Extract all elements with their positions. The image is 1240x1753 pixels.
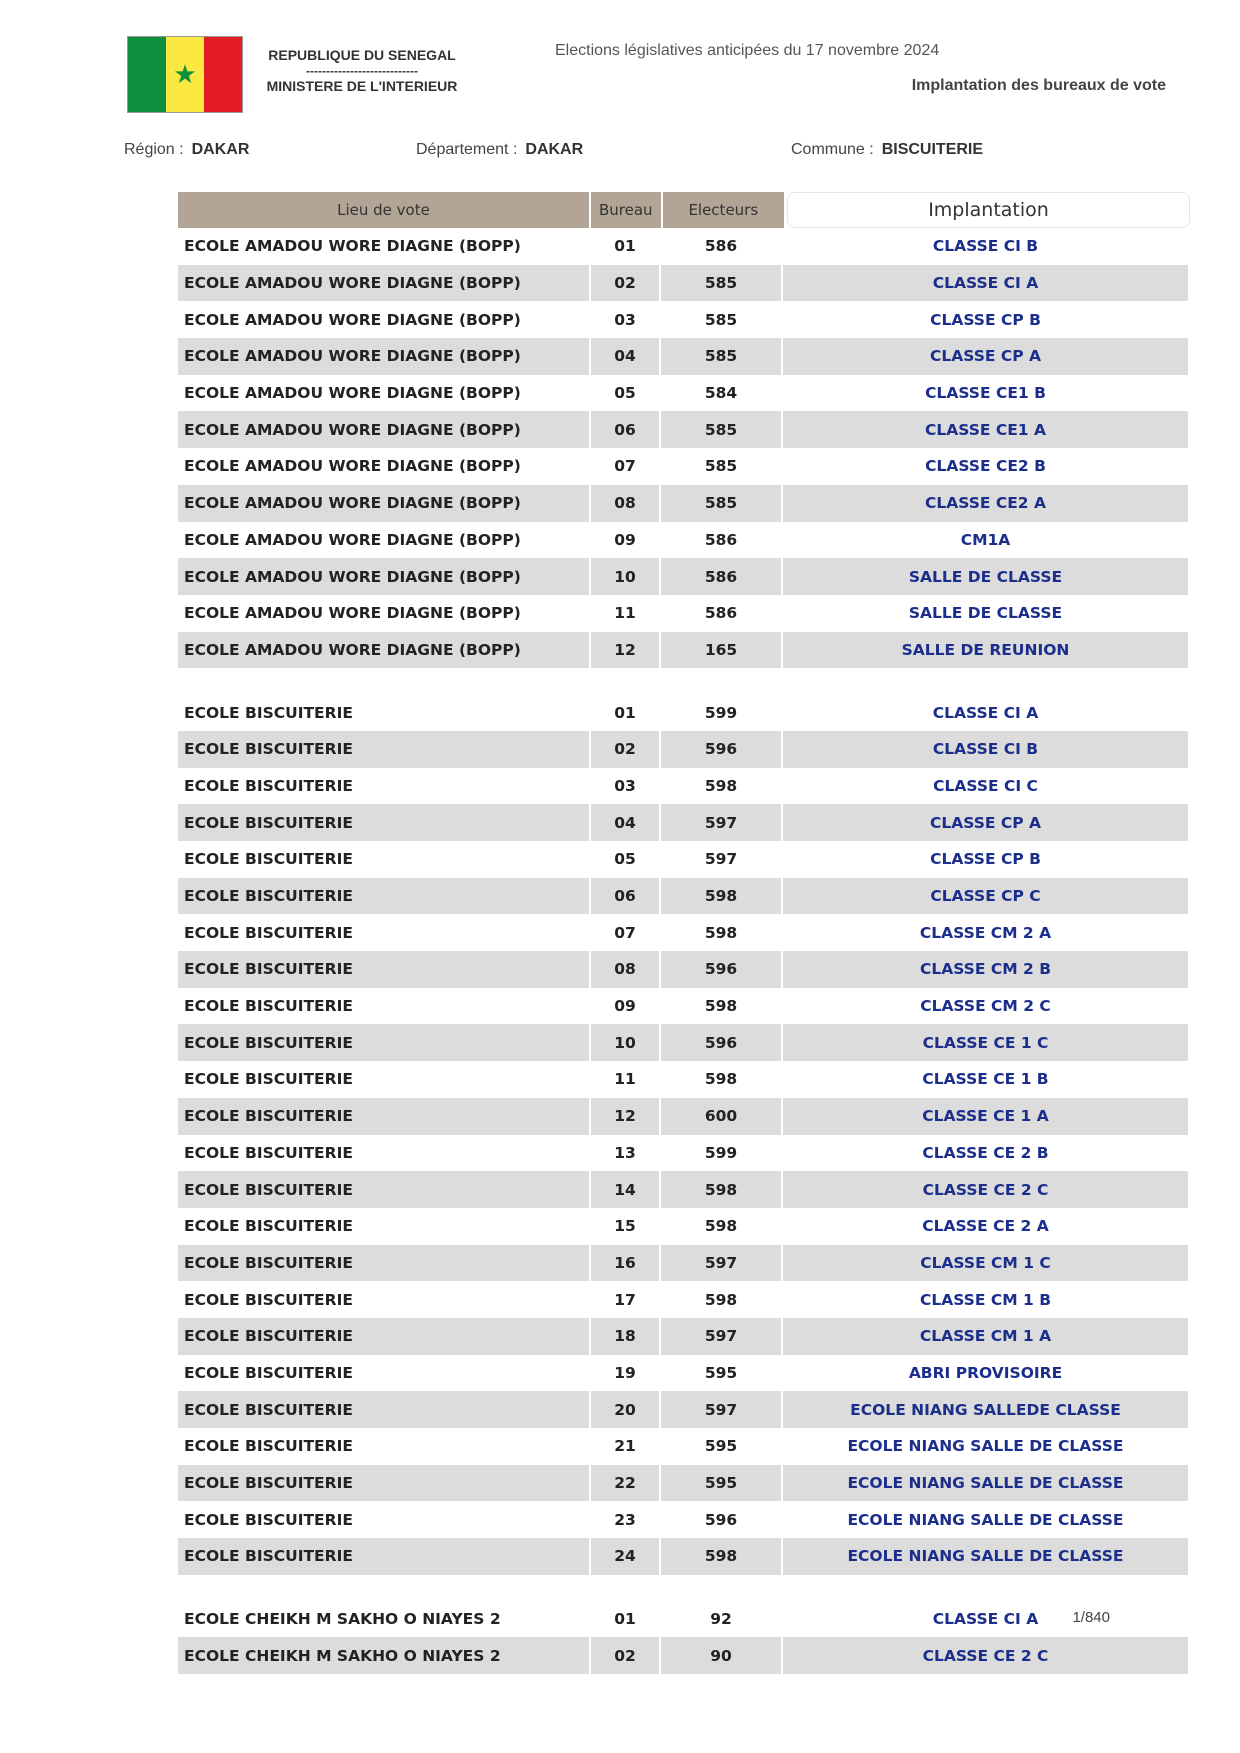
region-label: Région : [124, 141, 184, 158]
cell-bureau: 02 [591, 1637, 661, 1674]
group-spacer [178, 1575, 1190, 1601]
commune-label: Commune : [791, 141, 874, 158]
cell-lieu: ECOLE BISCUITERIE [178, 1391, 591, 1428]
table-row [178, 731, 1190, 768]
cell-implantation: CLASSE CE2 A [783, 485, 1188, 522]
cell-bureau: 01 [591, 694, 661, 731]
cell-lieu: ECOLE AMADOU WORE DIAGNE (BOPP) [178, 448, 591, 485]
cell-bureau: 22 [591, 1465, 661, 1502]
cell-electeurs: 90 [661, 1637, 783, 1674]
cell-electeurs: 585 [661, 338, 783, 375]
cell-bureau: 05 [591, 841, 661, 878]
group-spacer [178, 668, 1190, 694]
cell-implantation: CLASSE CI B [932, 237, 1039, 256]
table-row [178, 1538, 1190, 1575]
cell-implantation: CLASSE CM 1 A [783, 1318, 1188, 1355]
cell-bureau: 08 [591, 951, 661, 988]
cell-implantation: CLASSE CP C [783, 878, 1188, 915]
cell-electeurs: 600 [661, 1098, 783, 1135]
cell-implantation: CLASSE CM 2 B [783, 951, 1188, 988]
cell-bureau: 17 [591, 1281, 661, 1318]
cell-lieu: ECOLE BISCUITERIE [178, 1465, 591, 1502]
cell-electeurs: 598 [661, 914, 783, 951]
region-field [124, 141, 249, 159]
cell-electeurs: 585 [661, 265, 783, 302]
cell-bureau: 12 [591, 632, 661, 669]
cell-electeurs: 586 [661, 228, 783, 265]
cell-electeurs: 598 [661, 1061, 783, 1098]
cell-lieu: ECOLE BISCUITERIE [178, 1171, 591, 1208]
cell-bureau: 12 [591, 1098, 661, 1135]
header-institution [262, 47, 462, 94]
cell-electeurs: 599 [661, 694, 783, 731]
cell-lieu: ECOLE BISCUITERIE [178, 951, 591, 988]
table-row [178, 1281, 1190, 1318]
cell-implantation: CLASSE CI A [932, 703, 1039, 722]
cell-bureau: 07 [591, 448, 661, 485]
cell-lieu: ECOLE BISCUITERIE [178, 731, 591, 768]
table-row [178, 558, 1190, 595]
cell-electeurs: 598 [661, 1208, 783, 1245]
cell-bureau: 03 [591, 301, 661, 338]
table-row [178, 448, 1190, 485]
cell-lieu: ECOLE BISCUITERIE [178, 1318, 591, 1355]
flag-red-band [204, 37, 242, 112]
cell-implantation: ECOLE NIANG SALLE DE CLASSE [783, 1538, 1188, 1575]
cell-bureau: 24 [591, 1538, 661, 1575]
cell-bureau: 14 [591, 1171, 661, 1208]
table-row [178, 485, 1190, 522]
cell-bureau: 16 [591, 1245, 661, 1282]
cell-electeurs: 598 [661, 768, 783, 805]
cell-lieu: ECOLE BISCUITERIE [178, 988, 591, 1025]
cell-lieu: ECOLE AMADOU WORE DIAGNE (BOPP) [178, 485, 591, 522]
cell-lieu: ECOLE BISCUITERIE [178, 1281, 591, 1318]
cell-electeurs: 596 [661, 1024, 783, 1061]
cell-electeurs: 597 [661, 1245, 783, 1282]
cell-implantation: ABRI PROVISOIRE [908, 1363, 1063, 1382]
table-row [178, 1024, 1190, 1061]
cell-implantation: CLASSE CI B [783, 731, 1188, 768]
cell-electeurs: 595 [661, 1465, 783, 1502]
cell-implantation: CLASSE CM 2 A [919, 923, 1052, 942]
cell-lieu: ECOLE CHEIKH M SAKHO O NIAYES 2 [178, 1637, 591, 1674]
column-header-electeurs: Electeurs [663, 192, 786, 228]
cell-implantation: SALLE DE CLASSE [908, 604, 1063, 623]
cell-lieu: ECOLE AMADOU WORE DIAGNE (BOPP) [178, 595, 591, 632]
cell-electeurs: 597 [661, 841, 783, 878]
table-row [178, 522, 1190, 559]
cell-electeurs: 596 [661, 731, 783, 768]
polling-stations-table [178, 192, 1190, 1674]
cell-electeurs: 598 [661, 1538, 783, 1575]
cell-implantation: CLASSE CM 1 C [783, 1245, 1188, 1282]
departement-field [416, 141, 583, 159]
cell-bureau: 04 [591, 338, 661, 375]
cell-bureau: 09 [591, 988, 661, 1025]
cell-lieu: ECOLE BISCUITERIE [178, 694, 591, 731]
region-value: DAKAR [191, 141, 250, 158]
republic-name: REPUBLIQUE DU SENEGAL [268, 47, 456, 63]
cell-bureau: 20 [591, 1391, 661, 1428]
cell-implantation: ECOLE NIANG SALLEDE CLASSE [783, 1391, 1188, 1428]
cell-electeurs: 597 [661, 804, 783, 841]
table-row [178, 1501, 1190, 1538]
table-row [178, 951, 1190, 988]
cell-lieu: ECOLE AMADOU WORE DIAGNE (BOPP) [178, 411, 591, 448]
cell-implantation: CLASSE CP A [783, 338, 1188, 375]
cell-bureau: 02 [591, 265, 661, 302]
cell-bureau: 11 [591, 1061, 661, 1098]
cell-bureau: 15 [591, 1208, 661, 1245]
cell-lieu: ECOLE BISCUITERIE [178, 1538, 591, 1575]
table-header [178, 192, 1190, 228]
cell-lieu: ECOLE AMADOU WORE DIAGNE (BOPP) [178, 265, 591, 302]
table-row [178, 1245, 1190, 1282]
cell-bureau: 01 [591, 228, 661, 265]
cell-bureau: 04 [591, 804, 661, 841]
cell-electeurs: 598 [661, 988, 783, 1025]
flag-green-band [128, 37, 166, 112]
table-row [178, 1318, 1190, 1355]
cell-implantation: CM1A [960, 530, 1011, 549]
cell-electeurs: 598 [661, 1281, 783, 1318]
cell-lieu: ECOLE AMADOU WORE DIAGNE (BOPP) [178, 228, 591, 265]
table-row [178, 878, 1190, 915]
cell-electeurs: 585 [661, 301, 783, 338]
table-row [178, 1098, 1190, 1135]
cell-electeurs: 585 [661, 448, 783, 485]
cell-electeurs: 165 [661, 632, 783, 669]
table-row [178, 632, 1190, 669]
table-row [178, 768, 1190, 805]
cell-electeurs: 598 [661, 878, 783, 915]
flag-yellow-band [166, 37, 204, 112]
cell-lieu: ECOLE AMADOU WORE DIAGNE (BOPP) [178, 632, 591, 669]
cell-electeurs: 92 [661, 1601, 783, 1638]
cell-lieu: ECOLE BISCUITERIE [178, 878, 591, 915]
table-row [178, 694, 1190, 731]
cell-electeurs: 597 [661, 1318, 783, 1355]
cell-electeurs: 598 [661, 1171, 783, 1208]
cell-electeurs: 586 [661, 595, 783, 632]
table-row [178, 1208, 1190, 1245]
cell-bureau: 08 [591, 485, 661, 522]
cell-bureau: 03 [591, 768, 661, 805]
table-body [178, 228, 1190, 1674]
table-row [178, 1601, 1190, 1638]
table-row [178, 595, 1190, 632]
cell-implantation: CLASSE CE 2 C [783, 1171, 1188, 1208]
cell-lieu: ECOLE AMADOU WORE DIAGNE (BOPP) [178, 522, 591, 559]
departement-value: DAKAR [525, 141, 584, 158]
cell-bureau: 05 [591, 375, 661, 412]
cell-bureau: 10 [591, 1024, 661, 1061]
cell-implantation: SALLE DE CLASSE [783, 558, 1188, 595]
commune-value: BISCUITERIE [881, 141, 984, 158]
table-row [178, 1355, 1190, 1392]
cell-electeurs: 585 [661, 411, 783, 448]
cell-bureau: 06 [591, 411, 661, 448]
cell-lieu: ECOLE BISCUITERIE [178, 1355, 591, 1392]
cell-lieu: ECOLE AMADOU WORE DIAGNE (BOPP) [178, 301, 591, 338]
cell-electeurs: 596 [661, 1501, 783, 1538]
table-row [178, 338, 1190, 375]
cell-implantation: CLASSE CP B [930, 310, 1041, 329]
table-row [178, 301, 1190, 338]
table-row [178, 375, 1190, 412]
cell-electeurs: 586 [661, 522, 783, 559]
cell-lieu: ECOLE BISCUITERIE [178, 1024, 591, 1061]
cell-lieu: ECOLE CHEIKH M SAKHO O NIAYES 2 [178, 1601, 591, 1638]
cell-electeurs: 586 [661, 558, 783, 595]
table-row [178, 228, 1190, 265]
ministry-name: MINISTERE DE L'INTERIEUR [266, 78, 458, 94]
commune-field [791, 141, 983, 159]
cell-bureau: 01 [591, 1601, 661, 1638]
cell-lieu: ECOLE BISCUITERIE [178, 914, 591, 951]
column-header-implantation: Implantation [787, 192, 1190, 228]
cell-lieu: ECOLE BISCUITERIE [178, 804, 591, 841]
cell-implantation: CLASSE CE 2 A [922, 1217, 1049, 1236]
election-title: Elections législatives anticipées du 17 novembre 2024 [555, 42, 940, 59]
cell-bureau: 21 [591, 1428, 661, 1465]
cell-implantation: CLASSE CE 1 A [783, 1098, 1188, 1135]
cell-bureau: 13 [591, 1135, 661, 1172]
cell-bureau: 23 [591, 1501, 661, 1538]
column-header-bureau: Bureau [591, 192, 663, 228]
cell-lieu: ECOLE AMADOU WORE DIAGNE (BOPP) [178, 558, 591, 595]
cell-electeurs: 596 [661, 951, 783, 988]
cell-bureau: 06 [591, 878, 661, 915]
cell-implantation: CLASSE CI A [932, 1610, 1039, 1629]
cell-implantation: CLASSE CI A [783, 265, 1188, 302]
cell-lieu: ECOLE BISCUITERIE [178, 768, 591, 805]
cell-bureau: 11 [591, 595, 661, 632]
cell-electeurs: 597 [661, 1391, 783, 1428]
column-header-lieu: Lieu de vote [178, 192, 591, 228]
cell-implantation: CLASSE CP B [930, 850, 1041, 869]
cell-implantation: CLASSE CM 1 B [919, 1290, 1052, 1309]
cell-implantation: CLASSE CP A [783, 804, 1188, 841]
table-row [178, 265, 1190, 302]
departement-label: Département : [416, 141, 518, 158]
cell-lieu: ECOLE BISCUITERIE [178, 841, 591, 878]
table-row [178, 1428, 1190, 1465]
cell-bureau: 02 [591, 731, 661, 768]
cell-lieu: ECOLE BISCUITERIE [178, 1061, 591, 1098]
header-separator: ---------------------------- [306, 64, 418, 78]
cell-implantation: CLASSE CE2 B [925, 457, 1046, 476]
cell-bureau: 18 [591, 1318, 661, 1355]
table-row [178, 914, 1190, 951]
cell-implantation: SALLE DE REUNION [783, 632, 1188, 669]
cell-lieu: ECOLE BISCUITERIE [178, 1135, 591, 1172]
table-row [178, 1061, 1190, 1098]
table-row [178, 1171, 1190, 1208]
cell-lieu: ECOLE AMADOU WORE DIAGNE (BOPP) [178, 338, 591, 375]
cell-lieu: ECOLE BISCUITERIE [178, 1245, 591, 1282]
cell-electeurs: 585 [661, 485, 783, 522]
table-row [178, 988, 1190, 1025]
cell-electeurs: 599 [661, 1135, 783, 1172]
cell-lieu: ECOLE AMADOU WORE DIAGNE (BOPP) [178, 375, 591, 412]
cell-implantation: CLASSE CM 2 C [920, 997, 1051, 1016]
cell-lieu: ECOLE BISCUITERIE [178, 1098, 591, 1135]
table-row [178, 1465, 1190, 1502]
table-row [178, 1637, 1190, 1674]
cell-lieu: ECOLE BISCUITERIE [178, 1428, 591, 1465]
table-row [178, 804, 1190, 841]
cell-implantation: CLASSE CI C [933, 776, 1038, 795]
cell-implantation: CLASSE CE 2 B [922, 1143, 1049, 1162]
table-row [178, 841, 1190, 878]
cell-implantation: ECOLE NIANG SALLE DE CLASSE [847, 1510, 1124, 1529]
cell-implantation: CLASSE CE 1 B [922, 1070, 1049, 1089]
cell-electeurs: 595 [661, 1428, 783, 1465]
cell-implantation: ECOLE NIANG SALLE DE CLASSE [847, 1437, 1124, 1456]
cell-lieu: ECOLE BISCUITERIE [178, 1501, 591, 1538]
cell-implantation: CLASSE CE 2 C [783, 1637, 1188, 1674]
cell-implantation: CLASSE CE 1 C [783, 1024, 1188, 1061]
cell-electeurs: 584 [661, 375, 783, 412]
cell-bureau: 10 [591, 558, 661, 595]
page-number: 1/840 [1072, 1609, 1110, 1626]
cell-bureau: 19 [591, 1355, 661, 1392]
cell-electeurs: 595 [661, 1355, 783, 1392]
document-title: Implantation des bureaux de vote [911, 77, 1166, 94]
senegal-flag [127, 36, 243, 113]
cell-implantation: CLASSE CE1 A [783, 411, 1188, 448]
table-row [178, 1391, 1190, 1428]
cell-bureau: 09 [591, 522, 661, 559]
cell-lieu: ECOLE BISCUITERIE [178, 1208, 591, 1245]
cell-implantation: ECOLE NIANG SALLE DE CLASSE [783, 1465, 1188, 1502]
flag-star-icon: ★ [173, 59, 197, 90]
table-row [178, 1135, 1190, 1172]
cell-bureau: 07 [591, 914, 661, 951]
cell-implantation: CLASSE CE1 B [925, 384, 1046, 403]
table-row [178, 411, 1190, 448]
